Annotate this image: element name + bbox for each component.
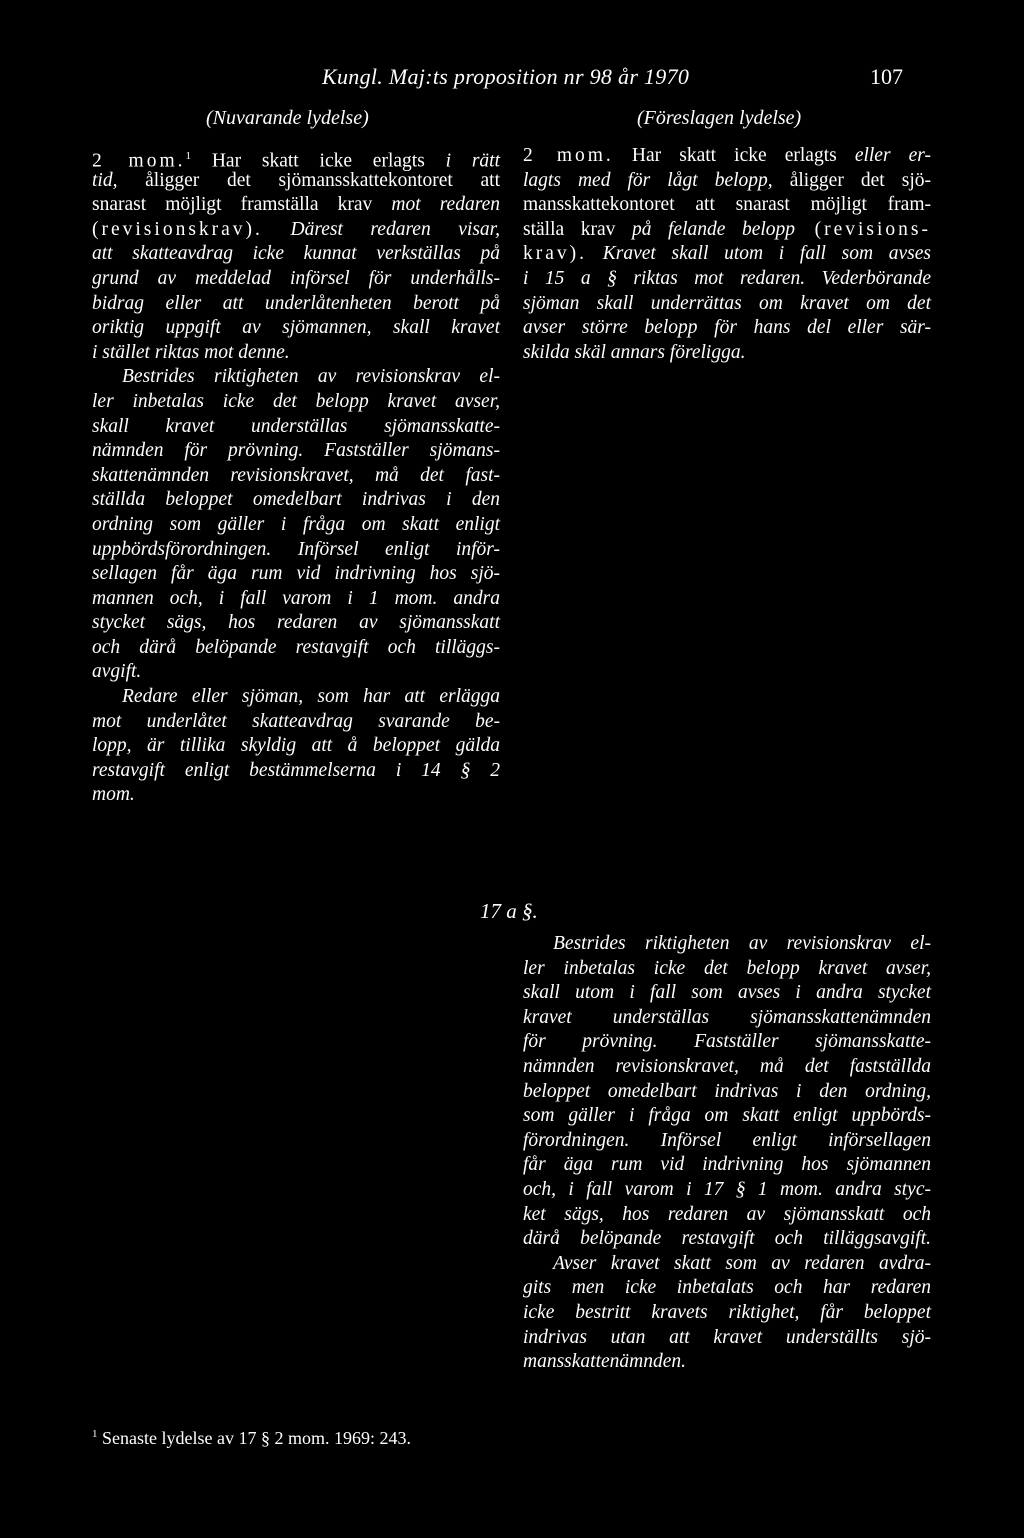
text-line: restavgift enligt bestämmelserna i 14 § 2	[92, 759, 500, 781]
text-line: stycket sägs, hos redaren av sjömansskatt	[92, 612, 500, 634]
text-line: avser större belopp för hans del eller sär-	[523, 317, 931, 339]
text-line: Redare eller sjöman, som har att erlägga	[122, 686, 500, 708]
text-line: snarast möjligt framställa krav mot redaren	[92, 194, 500, 216]
text-line: mot underlåtet skatteavdrag svarande be-	[92, 710, 500, 732]
text-line: Bestrides riktigheten av revisionskrav el-	[553, 933, 931, 954]
text-line: nämnden för prövning. Fastställer sjömans-	[92, 440, 500, 462]
text-line: skall utom i fall som avses i andra stycket	[523, 982, 931, 1004]
text-line: krav). Kravet skall utom i fall som avses	[523, 243, 931, 265]
text-line: indrivas utan att kravet underställts sjö-	[523, 1326, 931, 1348]
text-line: (revisionskrav). Därest redaren visar,	[92, 218, 500, 240]
text-line: oriktig uppgift av sjömannen, skall kravet	[92, 317, 500, 339]
text-line: och därå belöpande restavgift och tilläggs-	[92, 636, 500, 658]
text-line: bidrag eller att underlåtenheten berott på	[92, 292, 500, 314]
text-line: som gäller i fråga om skatt enligt uppbörds-	[523, 1105, 931, 1127]
footnote-text: Senaste lydelse av 17 § 2 mom. 1969: 243.	[97, 1428, 411, 1448]
text-line: 2 mom.$^1$ Har skatt icke erlagts i rätt	[92, 150, 501, 172]
section-17a-text	[523, 932, 931, 1375]
text-line: för prövning. Fastställer sjömansskatte-	[523, 1031, 931, 1053]
text-line: uppbördsförordningen. Införsel enligt inför-	[92, 538, 500, 560]
text-line: ler inbetalas icke det belopp kravet avser,	[92, 390, 500, 412]
text-line: nämnden revisionskravet, må det fastställda	[523, 1055, 931, 1077]
text-line: sellagen får äga rum vid indrivning hos sjö-	[92, 563, 500, 585]
running-header-title: Kungl. Maj:ts proposition nr 98 år 1970	[322, 64, 690, 89]
text-line: i stället riktas mot denne.	[92, 341, 290, 363]
footnote	[92, 1428, 411, 1449]
text-line: mannen och, i fall varom i 1 mom. andra	[92, 587, 500, 609]
text-line: ket sägs, hos redaren av sjömansskatt och	[523, 1203, 931, 1225]
text-line: förordningen. Införsel enligt införsellagen	[523, 1129, 931, 1151]
text-line: grund av meddelad införsel för underhålls-	[92, 267, 500, 289]
page-number: 107	[870, 64, 903, 89]
text-line: att skatteavdrag icke kunnat verkställas på	[92, 243, 500, 265]
text-line: gits men icke inbetalats och har redaren	[523, 1277, 931, 1299]
text-line: mom.	[92, 784, 135, 806]
text-line: avgift.	[92, 661, 142, 683]
text-line: icke bestritt kravets riktighet, får beloppet	[523, 1301, 931, 1323]
text-line: ställa krav på felande belopp (revisions-	[523, 218, 931, 240]
text-line: Bestrides riktigheten av revisionskrav el-	[122, 366, 500, 388]
text-line: lagts med för lågt belopp, åligger det sjö-	[523, 169, 931, 191]
text-line: mansskattekontoret att snarast möjligt fram-	[523, 194, 931, 216]
text-line: tid, åligger det sjömansskattekontoret att	[92, 169, 500, 191]
footnote-mark: 1	[92, 1428, 98, 1440]
text-line: skilda skäl annars föreligga.	[523, 341, 746, 363]
text-line: därå belöpande restavgift och tilläggsavgift.	[523, 1228, 931, 1250]
text-line: får äga rum vid indrivning hos sjömannen	[523, 1154, 931, 1176]
text-line: mansskattenämnden.	[523, 1351, 687, 1373]
text-line: skattenämnden revisionskravet, må det fast-	[92, 464, 500, 486]
text-line: ordning som gäller i fråga om skatt enligt	[92, 513, 500, 535]
text-line: skall kravet underställas sjömansskatte-	[92, 415, 500, 437]
text-line: 2 mom. Har skatt icke erlagts eller er-	[523, 145, 931, 166]
text-line: kravet underställas sjömansskattenämnden	[523, 1006, 931, 1028]
text-line: ler inbetalas icke det belopp kravet avser,	[523, 957, 931, 979]
text-line: och, i fall varom i 17 § 1 mom. andra styc-	[523, 1178, 931, 1200]
left-column-text	[92, 144, 500, 808]
text-line: lopp, är tillika skyldig att å beloppet gälda	[92, 735, 500, 757]
right-column-heading: (Föreslagen lydelse)	[637, 107, 802, 129]
section-heading-17a: 17 a §.	[480, 899, 538, 923]
left-column-heading: (Nuvarande lydelse)	[206, 107, 369, 129]
text-line: beloppet omedelbart indrivas i den ordning,	[523, 1080, 931, 1102]
text-line: i 15 a § riktas mot redaren. Vederbörande	[523, 267, 931, 289]
text-line: sjöman skall underrättas om kravet om det	[523, 292, 931, 314]
right-column-text	[523, 144, 931, 365]
text-line: Avser kravet skatt som av redaren avdra-	[553, 1252, 931, 1274]
text-line: ställda beloppet omedelbart indrivas i den	[92, 489, 500, 511]
